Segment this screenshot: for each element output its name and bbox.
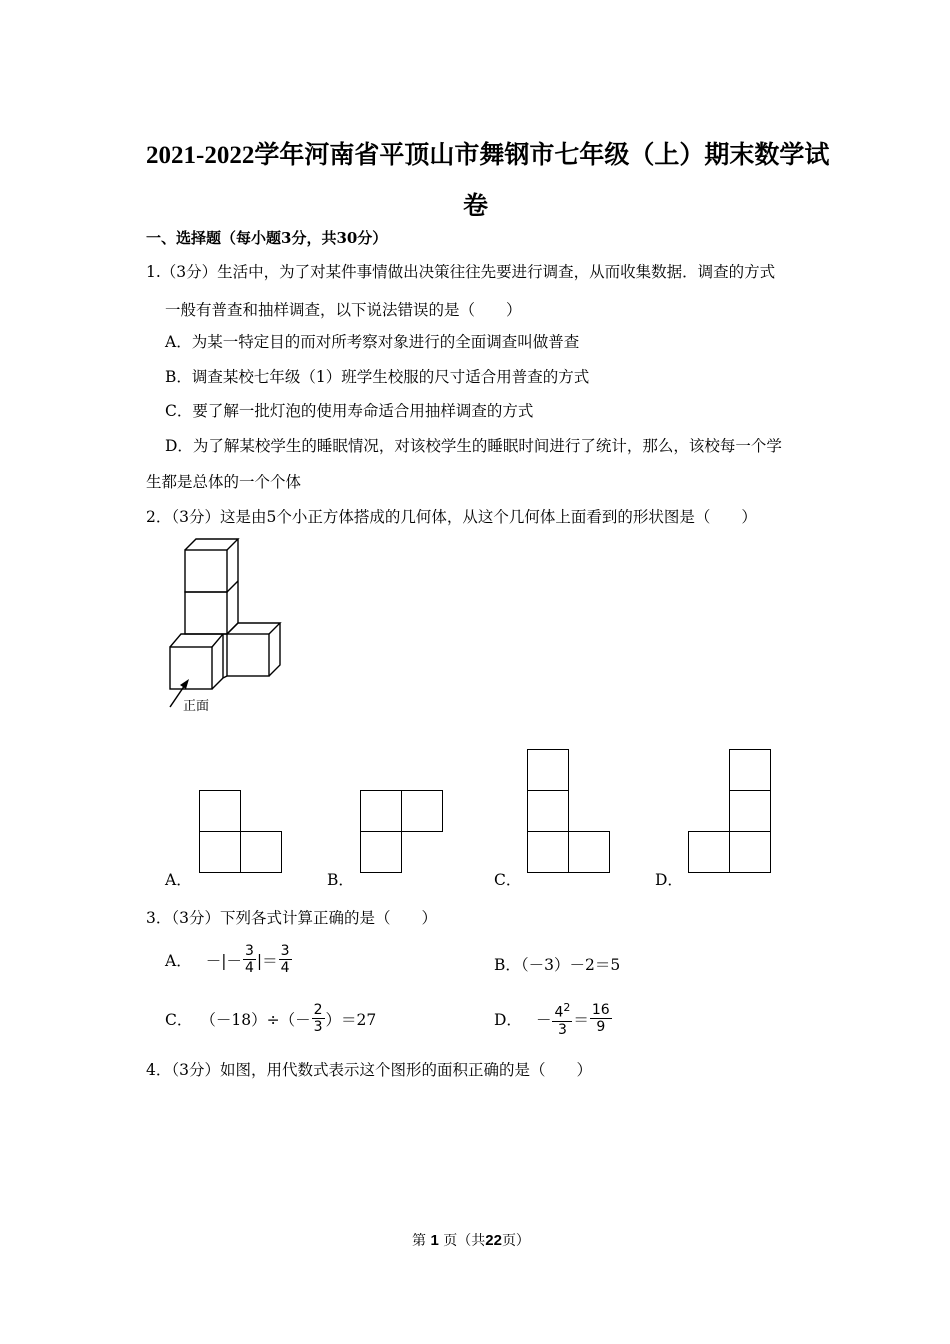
cube-face-top <box>185 550 227 592</box>
q2-stem: 2．（3分）这是由5个小正方体搭成的几何体，从这个几何体上面看到的形状图是（ ） <box>146 508 757 526</box>
q1-option-b: B．调查某校七年级（1）班学生校服的尺寸适合用普查的方式 <box>165 368 590 386</box>
q3-a-pre: －|－ <box>205 951 242 970</box>
q3-c-label: C． <box>165 1010 193 1029</box>
q1-stem-line1: 1.（3分）生活中，为了对某件事情做出决策往往先要进行调查，从而收集数据．调查的方式 <box>146 263 776 281</box>
q1-option-c: C．要了解一批灯泡的使用寿命适合用抽样调查的方式 <box>165 402 534 420</box>
q3-option-c <box>165 1002 376 1035</box>
q1-option-d-cont: 生都是总体的一个个体 <box>146 473 302 491</box>
q3-option-b: B．（－3）－2＝5 <box>494 956 621 974</box>
fraction: $\frac{4^2}{3}$ <box>554 1001 571 1038</box>
q3-d-pre: － <box>535 1010 552 1029</box>
q3-option-d <box>494 1000 613 1038</box>
q3-d-eq: ＝ <box>573 1010 589 1029</box>
q2-option-d-label: D． <box>655 871 683 889</box>
cube-face-front <box>170 647 212 689</box>
fraction: $\frac{3}{4}$ <box>280 943 290 976</box>
q2-option-b-label: B． <box>327 871 354 889</box>
q3-c-pre: （－18）÷（－ <box>200 1010 311 1029</box>
q3-stem: 3．（3分）下列各式计算正确的是（ ） <box>146 909 437 927</box>
page-title-line1: 2021-2022学年河南省平顶山市舞钢市七年级（上）期末数学试 <box>146 142 830 169</box>
page-footer: 第 1 页（共22页） <box>412 1232 530 1249</box>
front-label: 正面 <box>183 699 210 714</box>
q3-a-mid: |＝ <box>256 951 278 970</box>
q3-c-post: ）＝27 <box>325 1010 377 1029</box>
q2-option-a-label: A． <box>165 871 192 889</box>
q2-option-c-label: C． <box>494 871 522 889</box>
page-total: 22 <box>485 1232 502 1249</box>
fraction: $\frac{3}{4}$ <box>244 943 254 976</box>
q3-option-a <box>165 943 293 976</box>
section-heading: 一、选择题（每小题3分，共30分） <box>146 229 388 247</box>
cube-stack-figure <box>160 535 300 720</box>
q3-d-label: D． <box>494 1010 522 1029</box>
q1-option-a: A．为某一特定目的而对所考察对象进行的全面调查叫做普查 <box>165 333 580 351</box>
q3-a-label: A． <box>165 951 192 970</box>
q4-stem: 4．（3分）如图，用代数式表示这个图形的面积正确的是（ ） <box>146 1061 592 1079</box>
fraction: $\frac{16}{9}$ <box>591 1002 610 1036</box>
page-title-line2: 卷 <box>463 193 489 220</box>
q1-stem-line2: 一般有普查和抽样调查，以下说法错误的是（ ） <box>165 301 522 319</box>
q1-option-d: D．为了解某校学生的睡眠情况，对该校学生的睡眠时间进行了统计，那么，该校每一个学 <box>165 437 782 455</box>
cube-face-middle <box>185 592 227 634</box>
fraction: $\frac{2}{3}$ <box>313 1002 323 1035</box>
cube-face-right <box>227 634 269 676</box>
page-number: 1 <box>430 1232 439 1249</box>
